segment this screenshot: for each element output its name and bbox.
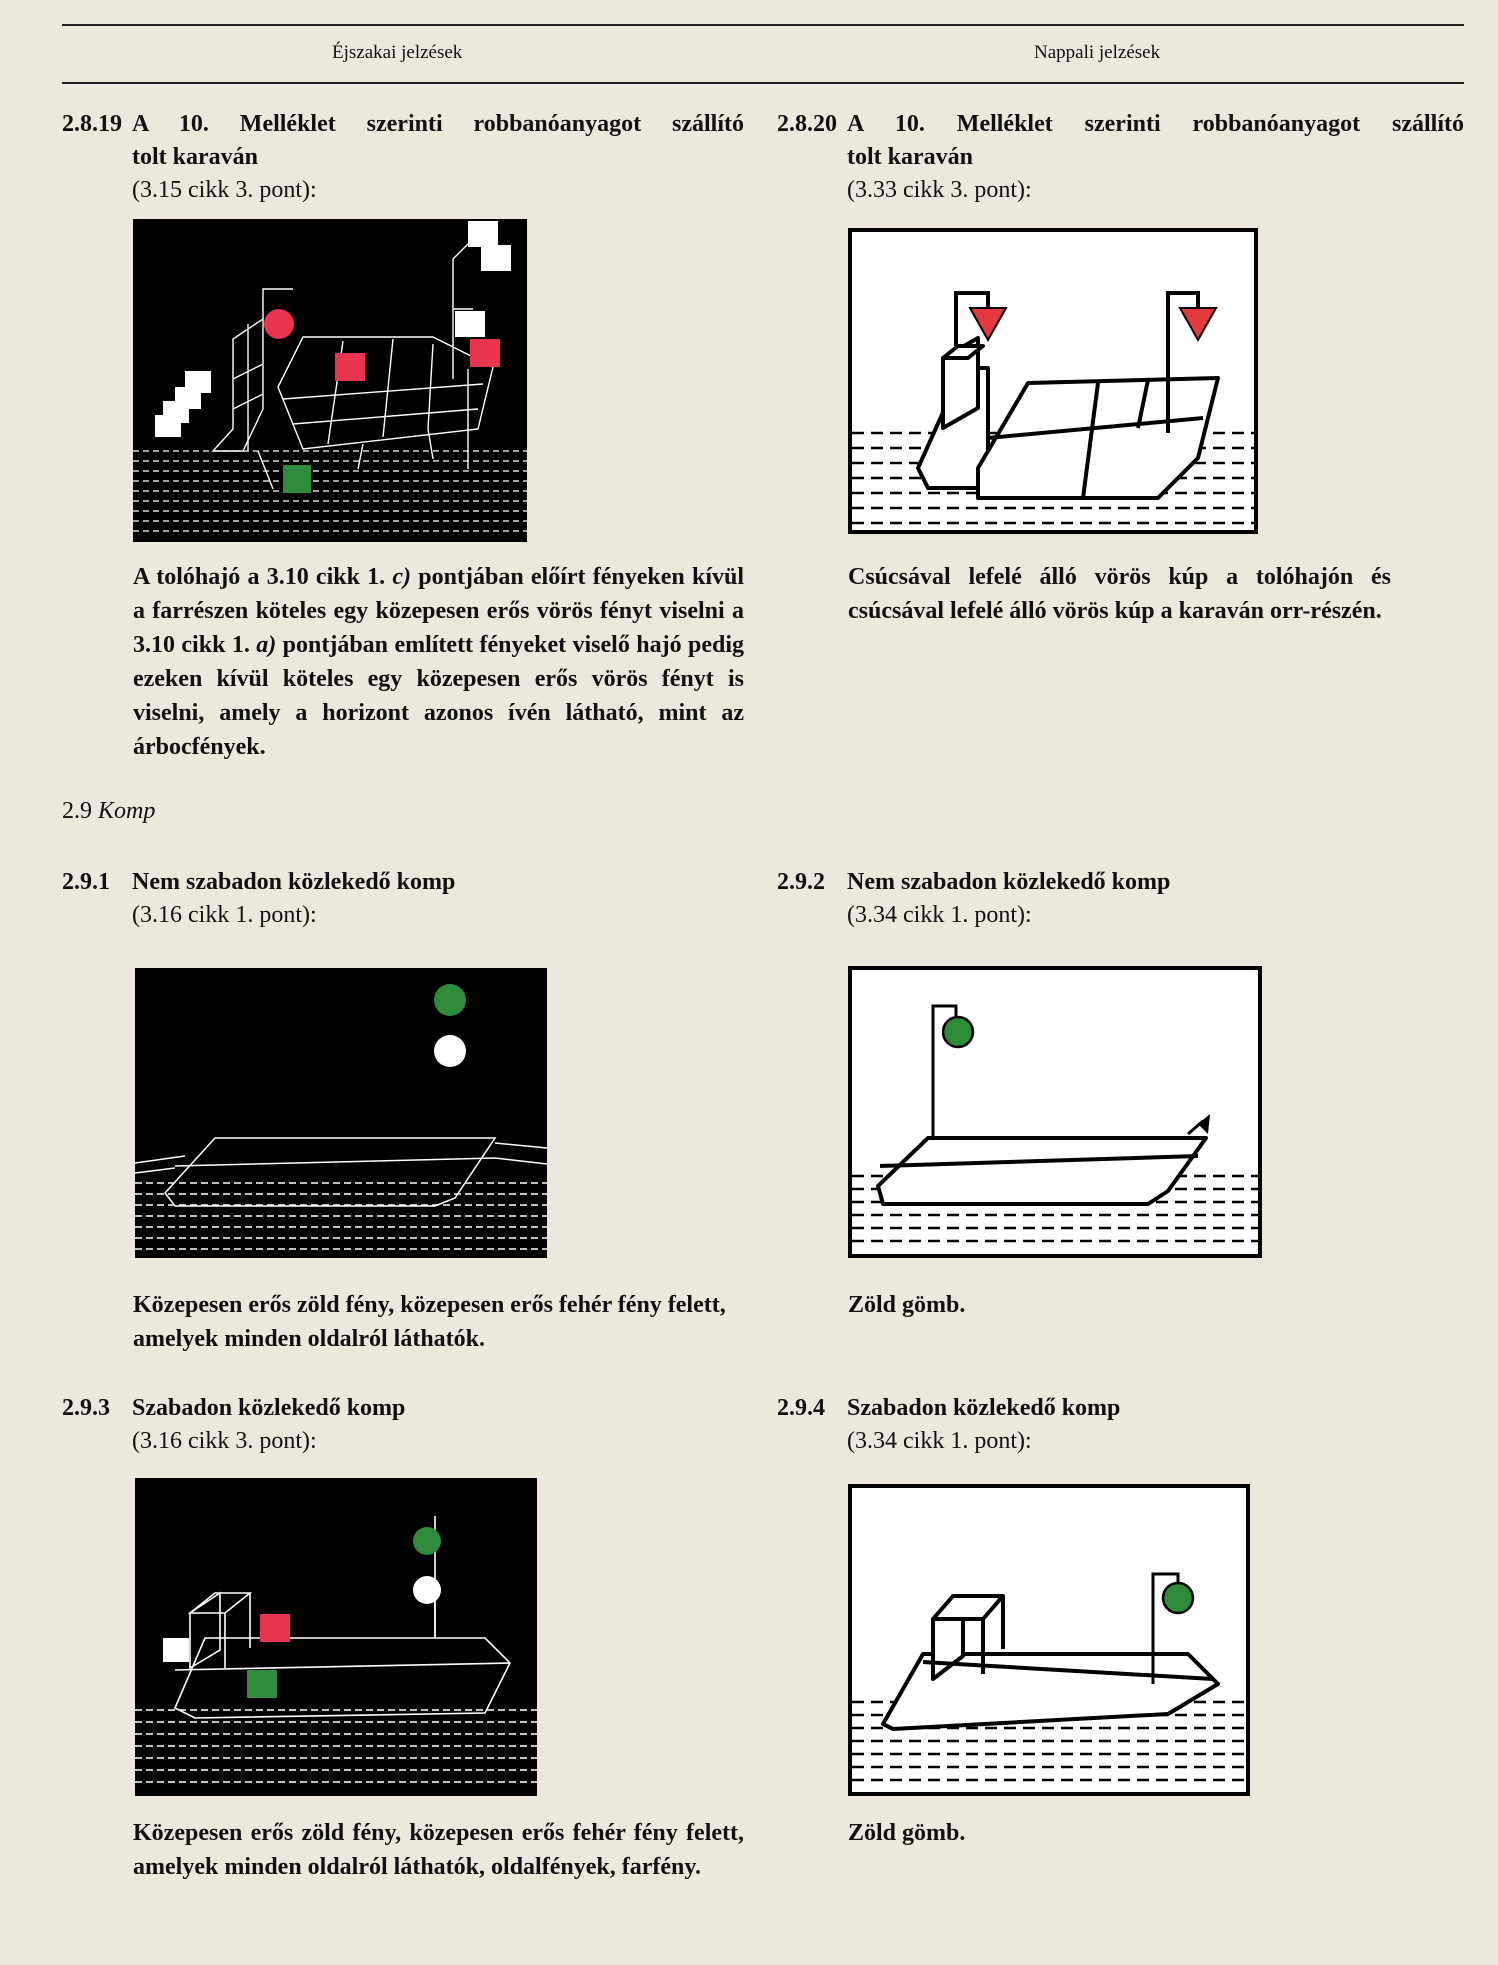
item-2-8-20-heading: 2.8.20 A 10. Melléklet szerinti robbanóanyagot szállító tolt karaván (3.33 cikk 3. pont): (777, 108, 1464, 207)
item-2-9-4-description: Zöld gömb. (848, 1820, 966, 1846)
item-2-9-3-description: Közepesen erős zöld fény, közepesen erős fehér fény felett, amelyek minden oldalról láthatók, oldalfények, farfény. (133, 1820, 744, 1880)
red-light-icon (260, 1614, 290, 1642)
item-2-9-3-heading: 2.9.3 Szabadon közlekedő komp (3.16 cikk 3. pont): (62, 1392, 744, 1458)
green-ball-icon (1163, 1583, 1193, 1613)
top-rule (62, 24, 1464, 26)
section-2-9-title: 2.9 Komp (62, 798, 156, 824)
item-number: 2.9.2 (777, 869, 825, 895)
item-2-9-4-heading: 2.9.4 Szabadon közlekedő komp (3.34 cikk 1. pont): (777, 1392, 1464, 1458)
item-2-9-1-description: Közepesen erős zöld fény, közepesen erős fehér fény felett, amelyek minden oldalról láthatók. (133, 1292, 726, 1352)
figure-2-9-1-night (135, 968, 547, 1258)
item-2-9-2-description: Zöld gömb. (848, 1292, 966, 1318)
item-number: 2.9.4 (777, 1395, 825, 1421)
green-light-icon (413, 1527, 441, 1555)
white-light-icon (413, 1576, 441, 1604)
green-ball-icon (943, 1017, 973, 1047)
red-light-icon (335, 353, 365, 381)
item-2-9-1-heading: 2.9.1 Nem szabadon közlekedő komp (3.16 cikk 1. pont): (62, 866, 744, 932)
figure-2-9-4-day (848, 1484, 1250, 1796)
item-2-9-2-heading: 2.9.2 Nem szabadon közlekedő komp (3.34 cikk 1. pont): (777, 866, 1464, 932)
white-light-icon (434, 1035, 466, 1067)
red-light-icon (264, 309, 294, 339)
figure-2-8-20-day (848, 228, 1258, 534)
figure-2-8-19-night (133, 219, 527, 542)
green-light-icon (283, 465, 311, 493)
green-light-icon (247, 1670, 277, 1698)
header-rule (62, 82, 1464, 84)
green-light-icon (434, 984, 466, 1016)
item-2-8-19-description: A tolóhajó a 3.10 cikk 1. c) pontjában előírt fényeken kívül a farrészen köteles egy közepesen erős vörös fényt viselni a 3.10 cikk 1. a) pontjában említett fényeket viselő hajó pedig ezeken kívül köteles egy közepesen erős vörös fényt is viselni, amely a horizont azonos ívén látható, mint az árbocfények. (133, 564, 745, 760)
figure-2-9-2-day (848, 966, 1262, 1258)
night-signals-header: Éjszakai jelzések (332, 42, 463, 63)
day-signals-header: Nappali jelzések (1034, 42, 1161, 63)
white-light-icon (163, 1638, 189, 1662)
item-number: 2.8.19 (62, 111, 122, 137)
item-2-8-20-description: Csúcsával lefelé álló vörös kúp a tolóhajón és csúcsával lefelé álló vörös kúp a karaván orr-részén. (848, 564, 1391, 624)
item-number: 2.9.3 (62, 1395, 110, 1421)
red-light-icon (470, 339, 500, 367)
item-number: 2.9.1 (62, 869, 110, 895)
figure-2-9-3-night (135, 1478, 537, 1796)
item-number: 2.8.20 (777, 111, 837, 137)
item-2-8-19-heading: 2.8.19 A 10. Melléklet szerinti robbanóanyagot szállító tolt karaván (3.15 cikk 3. pont): (62, 108, 744, 207)
